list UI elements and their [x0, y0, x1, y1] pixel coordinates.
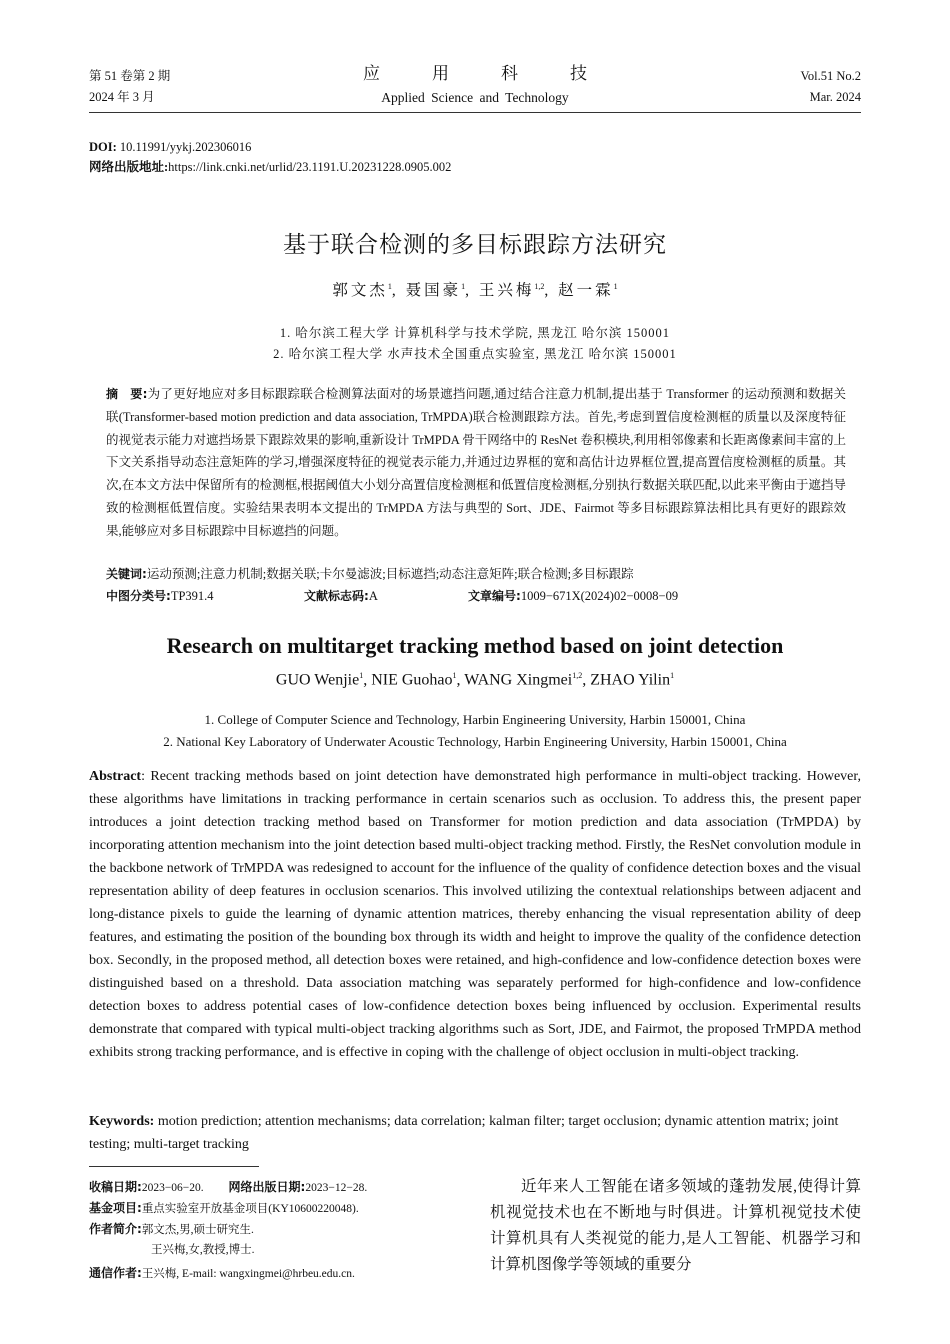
en-author: NIE Guohao — [371, 671, 453, 689]
en-author: ZHAO Yilin — [590, 671, 671, 689]
cn-title: 基于联合检测的多目标跟踪方法研究 — [283, 232, 667, 258]
en-affiliations — [0, 709, 950, 753]
fund-value: 重点实验室开放基金项目(KY10600220048). — [141, 1203, 359, 1215]
corresponding-value: 王兴梅, E-mail: wangxingmei@hrbeu.edu.cn. — [141, 1268, 355, 1280]
en-author: GUO Wenjie — [275, 671, 360, 689]
online-date-label: 网络出版日期: — [228, 1180, 306, 1194]
journal-issue — [89, 66, 170, 108]
en-author-aff: 1 — [359, 671, 364, 680]
intro-paragraph: 近年来人工智能在诸多领域的蓬勃发展,使得计算机视觉技术也在不断地与时俱进。计算机视觉技术使计算机具有人类视觉的能力,是人工智能、机器学习和计算机图像学等领域的重要分 — [490, 1178, 861, 1273]
article-number-label: 文章编号: — [468, 589, 521, 603]
fund-label: 基金项目: — [89, 1201, 142, 1215]
journal-name-cn: 应用科技 — [363, 64, 639, 83]
footnote-rule — [89, 1166, 259, 1167]
volume-issue-en: Vol.51 No.2 — [800, 69, 861, 83]
en-author-aff: 1 — [452, 671, 457, 680]
doi-line — [89, 137, 451, 157]
doc-code-value: A — [368, 589, 378, 603]
en-keywords-text: motion prediction; attention mechanisms; data correlation; kalman filter; target occlusion; dynamic attention matrix; joint testing; multi-target tracking — [89, 1114, 839, 1152]
online-date: 2023−12−28. — [305, 1182, 368, 1194]
en-author: WANG Xingmei — [464, 671, 573, 689]
bio-label: 作者简介: — [89, 1222, 142, 1236]
clc-label: 中图分类号: — [106, 589, 171, 603]
journal-name-en: Applied Science and Technology — [381, 90, 569, 105]
doi-label: DOI: — [89, 140, 117, 154]
article-number — [468, 585, 678, 607]
clc-number — [106, 585, 214, 607]
cn-keywords-text: 运动预测;注意力机制;数据关联;卡尔曼滤波;目标遮挡;动态注意矩阵;联合检测;多目标跟踪 — [146, 567, 634, 581]
footnotes — [89, 1177, 449, 1284]
cn-keywords-label: 关键词: — [106, 567, 147, 581]
header-rule — [89, 112, 861, 113]
issue-date: 2024 年 3 月 — [89, 90, 155, 104]
bio-line — [89, 1219, 449, 1240]
en-affiliation: 2. National Key Laboratory of Underwater Acoustic Technology, Harbin Engineering University, Harbin 150001, China — [163, 734, 787, 749]
cn-author-aff: 1,2 — [534, 281, 545, 291]
cn-author-aff: 1 — [461, 281, 466, 291]
cn-author-aff: 1 — [613, 281, 618, 291]
cn-affiliation: 2. 哈尔滨工程大学 水声技术全国重点实验室, 黑龙江 哈尔滨 150001 — [273, 347, 677, 361]
fund-line — [89, 1198, 449, 1219]
cn-keywords — [106, 563, 846, 585]
cn-affiliation: 1. 哈尔滨工程大学 计算机科学与技术学院, 黑龙江 哈尔滨 150001 — [279, 326, 671, 340]
cn-author: 赵一霖 — [558, 282, 614, 299]
bio-line-2: 王兴梅,女,教授,博士. — [151, 1244, 255, 1256]
corresponding-line — [89, 1263, 449, 1284]
en-affiliation: 1. College of Computer Science and Technology, Harbin Engineering University, Harbin 150001, China — [204, 712, 746, 727]
bio-value-1: 郭文杰,男,硕士研究生. — [141, 1224, 254, 1236]
en-title: Research on multitarget tracking method based on joint detection — [166, 633, 784, 658]
en-author-aff: 1,2 — [572, 671, 583, 680]
received-date: 2023−06−20. — [141, 1182, 204, 1194]
article-meta — [89, 137, 451, 177]
issue-date-en: Mar. 2024 — [809, 90, 861, 104]
doc-code-label: 文献标志码: — [304, 589, 369, 603]
journal-issue-en — [800, 66, 861, 108]
en-author-aff: 1 — [670, 671, 675, 680]
online-address-url[interactable]: https://link.cnki.net/urlid/23.1191.U.20231228.0905.002 — [168, 160, 452, 174]
received-label: 收稿日期: — [89, 1180, 142, 1194]
en-abstract: Abstract: Recent tracking methods based on joint detection have demonstrated high performance in multi-object tracking. However, these algorithms have limitations in tracking performance in certain scenarios such as occlusion. To address this, the present paper introduces a joint detection tracking method based on Transformer for motion prediction and data association (TrMPDA) by incorporating attention mechanism into the joint detection based multi-object tracking method. Firstly, the ResNet convolution module in the backbone network of TrMPDA was redesigned to account for the influence of the quality of confidence detection boxes and the visual representation ability of deep features in occlusion scenarios. This involved utilizing the contextual relationships between adjacent and long-distance pixels to guide the learning of dynamic attention matrices, thereby enhancing the visual representation ability of deep features, and estimating the position of the bounding box through its width and height to improve the quality of the confidence detection box. Secondly, in the proposed method, all detection boxes were retained, and high-confidence and low-confidence detection boxes were distinguished based on a threshold. Data association matching was separately performed for high-confidence and low-confidence detection boxes to address potential cases of low-confidence detection boxes being influenced by occlusion. Experimental results demonstrate that compared with typical multi-object tracking algorithms such as Sort, JDE, and Fairmot, the proposed TrMPDA method exhibits strong tracking performance, and is effective in coping with the challenge of object occlusion in multi-object tracking. — [89, 769, 861, 1060]
clc-value: TP391.4 — [170, 589, 214, 603]
online-address-label: 网络出版地址: — [89, 160, 169, 174]
cn-author-aff: 1 — [387, 281, 392, 291]
dates-line — [89, 1177, 449, 1198]
cn-author: 聂国豪 — [405, 282, 462, 299]
cn-author: 王兴梅 — [478, 282, 535, 299]
cn-affiliations — [0, 323, 950, 365]
cn-abstract-label: 摘 要: — [106, 387, 148, 401]
cn-abstract-text: 为了更好地应对多目标跟踪联合检测算法面对的场景遮挡问题,通过结合注意力机制,提出基于 Transformer 的运动预测和数据关联(Transformer-based motion prediction and data association, TrMPDA)联合检测跟踪方法。首先,考虑到置信度检测框的质量以及深度特征的视觉表示能力对遮挡场景下跟踪效果的影响,重新设计 TrMPDA 骨干网络中的 ResNet 卷积模块,利用相邻像素和长距离像素间丰富的上下文关系指导动态注意矩阵的学习,增强深度特征的视觉表示能力,并通过边界框的宽和高估计边界框位置,提高置信度检测框的质量。其次,在本文方法中保留所有的检测框,根据阈值大小划分高置信度检测框和低置信度检测框,分别执行数据关联匹配,以此来平衡由于遮挡导致的检测框低置信度。实验结果表明本文提出的 TrMPDA 方法与典型的 Sort、JDE、Fairmot 等多目标跟踪算法相比具有更好的跟踪效果,能够应对多目标跟踪中目标遮挡的问题。 — [106, 387, 846, 538]
journal-name — [325, 62, 639, 108]
cn-authors: 郭文杰$^1$, 聂国豪$^1$, 王兴梅$^{1,2}$, 赵一霖$^1$ — [332, 281, 618, 299]
en-authors: GUO Wenjie$^1$, NIE Guohao$^1$, WANG Xingmei$^{1,2}$, ZHAO Yilin$^1$ — [275, 671, 675, 689]
en-keywords-label: Keywords: — [89, 1114, 155, 1129]
volume-issue: 第 51 卷第 2 期 — [89, 69, 171, 83]
en-abstract-text: Recent tracking methods based on joint detection have demonstrated high performance in multi-object tracking. However, these algorithms have limitations in tracking performance in certain scenarios such as occlusion. To address this, the present paper introduces a joint detection tracking method based on Transformer for motion prediction and data association (TrMPDA) by incorporating attention mechanism into the joint detection based multi-object tracking method. Firstly, the ResNet convolution module in the backbone network of TrMPDA was redesigned to account for the influence of the quality of confidence detection boxes and the visual representation ability of deep features in occlusion scenarios. This involved utilizing the contextual relationships between adjacent and long-distance pixels to guide the learning of dynamic attention matrices, thereby enhancing the visual representation ability of deep features, and estimating the position of the bounding box through its width and height to improve the quality of the confidence detection box. Secondly, in the proposed method, all detection boxes were retained, and high-confidence and low-confidence detection boxes were distinguished based on a threshold. Data association matching was separately performed for high-confidence and low-confidence detection boxes to address potential cases of low-confidence detection boxes being influenced by occlusion. Experimental results demonstrate that compared with typical multi-object tracking algorithms such as Sort, JDE, and Fairmot, the proposed TrMPDA method exhibits strong tracking performance, and is effective in coping with the challenge of object occlusion in multi-object tracking. — [89, 769, 861, 1060]
doc-code — [304, 585, 378, 607]
corresponding-label: 通信作者: — [89, 1266, 142, 1280]
doi-value[interactable]: 10.11991/yykj.202306016 — [119, 140, 252, 154]
en-abstract-label: Abstract — [89, 769, 142, 784]
cn-abstract — [106, 383, 846, 543]
article-number-value: 1009−671X(2024)02−0008−09 — [520, 589, 679, 603]
cn-author: 郭文杰 — [332, 282, 388, 299]
online-address-line — [89, 157, 451, 177]
en-keywords — [89, 1110, 861, 1156]
